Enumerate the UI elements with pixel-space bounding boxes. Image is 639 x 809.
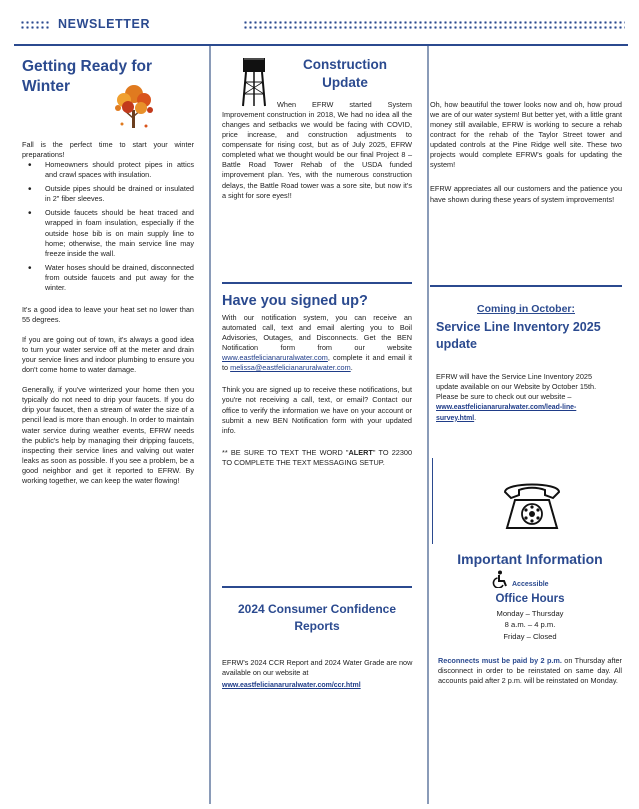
ccr-body: EFRW's 2024 CCR Report and 2024 Water Grade are now available on our website at xyxy=(222,658,413,678)
construction-body: When EFRW started System Improvement construction in 2018, We had no idea all the changes and setbacks we would be facing with COVID, price increase, and construction adjustments to compensate for rising cost, but as of July 2025, EFRW completed what we thought would be our final Project 8 – Battle Road Tower Rehab of the USDA funded improvement plan. Yes, with the numerous construction delays, the Battle Road tower was a sore site, but now it's a sight for sore eyes!! xyxy=(222,100,412,200)
winter-paragraph-heat: It's a good idea to leave your heat set no lower than 55 degrees. xyxy=(22,304,194,324)
autumn-tree-icon xyxy=(110,80,158,132)
telephone-icon xyxy=(501,478,563,532)
construction-thanks: EFRW appreciates all our customers and the patience you have shown during these years of system improvements! xyxy=(430,184,622,204)
inventory-body: EFRW will have the Service Line Inventory 2025 update available on our Website by October 15th. Please be sure to check out our website – xyxy=(436,372,597,402)
ccr-link[interactable]: www.eastfelicianaruralwater.com/ccr.html xyxy=(222,682,361,690)
hours-weekdays: Monday – Thursday xyxy=(496,609,564,618)
column-divider-left xyxy=(209,46,211,804)
signup-verify-paragraph: Think you are signed up to receive these notifications, but you're not receiving a call, text, or email? Contact our office to verify the information we have on your account or submit a new BEN Notification form with your updated info. xyxy=(222,385,412,435)
masthead-title: NEWSLETTER xyxy=(58,17,151,31)
signup-body: With our notification system, you can receive an automated call, text and email alerting you to Boil Advisories, Outages, and Disconnects. Get the BEN Notification form from our website www.eastfelicianaruralwater.com, complete it and email it to melissa@eastfelicianaruralwater.com. xyxy=(222,313,412,373)
construction-title: Construction Update xyxy=(303,57,387,91)
inventory-link[interactable]: www.eastfelicianaruralwater.com/lead-line-survey.html xyxy=(436,404,577,422)
list-item: • Outside pipes should be drained or insulated in 2" fiber sleeves. xyxy=(22,184,194,204)
winter-bullet-list xyxy=(22,160,194,293)
inventory-kicker: Coming in October: xyxy=(477,303,575,315)
construction-continued: Oh, how beautiful the tower looks now and oh, how proud we are of our water system! But better yet, with a little grant money still available, EFRW is working to secure a rehab contract for the rehab of the Taylor Street tower and updated controls at the Pine Ridge well site. These two projects would complete EFRW's goals for updating the system! xyxy=(430,100,622,170)
signup-alert-paragraph: ** BE SURE TO TEXT THE WORD "ALERT" TO 22300 TO COMPLETE THE TEXT MESSAGING SETUP. xyxy=(222,447,412,467)
column-divider-right xyxy=(427,46,429,804)
hours-times: 8 a.m. – 4 p.m. xyxy=(504,620,556,630)
divider-signup-ccr xyxy=(222,586,412,588)
ccr-title: 2024 Consumer Confidence Reports xyxy=(237,602,397,634)
divider-thanks-inventory xyxy=(430,285,622,287)
office-hours-list xyxy=(432,608,628,642)
winter-paragraph-drip: Generally, if you've winterized your home then you typically do not need to drip your faucets. If you do drip your faucet, then a stream of water the size of a pencil lead is more than enough. In order to maintain water service during weather events, EFRW needs the public's help by managing their dripping faucets, inspecting their service lines and valving out water leaks as soon as possible. If you see a problem, be a good neighbor and get it reported to EFRW. By working together, we can keep the water flowing! xyxy=(22,385,194,485)
winter-intro: Fall is the perfect time to start your winter preparations! xyxy=(22,140,194,160)
masthead-dots-right xyxy=(243,20,625,30)
winter-paragraph-travel: If you are going out of town, it's always a good idea to turn your water service off at the meter and drain your service lines and indoor plumbing to ensure you don't come home to water damage. xyxy=(22,335,194,375)
winter-title: Getting Ready for Winter xyxy=(22,58,153,96)
signup-title: Have you signed up? xyxy=(222,293,368,309)
list-item: • Outside faucets should be heat traced and wrapped in foam insulation, especially if the outside hose bib is on main supply line to home; otherwise, the main service line may freeze inside the wall. xyxy=(22,208,194,258)
info-title: Important Information xyxy=(457,551,603,567)
office-hours-title: Office Hours xyxy=(495,593,565,605)
reconnect-policy: Reconnects must be paid by 2 p.m. on Thursday after disconnect in order to be reinstated on same day. All accounts paid after 2 p.m. will be reinstated on Monday. xyxy=(438,656,622,686)
list-item: • Homeowners should protect pipes in attics and crawl spaces with insulation. xyxy=(22,160,194,180)
accessible-label: Accessible xyxy=(512,581,549,588)
masthead-dots-left xyxy=(20,20,50,30)
wheelchair-accessible-icon xyxy=(491,570,509,588)
inventory-title: Service Line Inventory 2025 update xyxy=(436,320,601,351)
hours-friday: Friday – Closed xyxy=(503,631,557,641)
list-item: • Water hoses should be drained, disconnected from outside faucets and put away for the winter. xyxy=(22,263,194,293)
divider-construction-signup xyxy=(222,282,412,284)
email-link[interactable]: melissa@eastfelicianaruralwater.com xyxy=(230,363,351,373)
website-link[interactable]: www.eastfelicianaruralwater.com xyxy=(222,353,328,363)
top-rule xyxy=(14,44,628,46)
inventory-side-rule xyxy=(432,458,433,544)
